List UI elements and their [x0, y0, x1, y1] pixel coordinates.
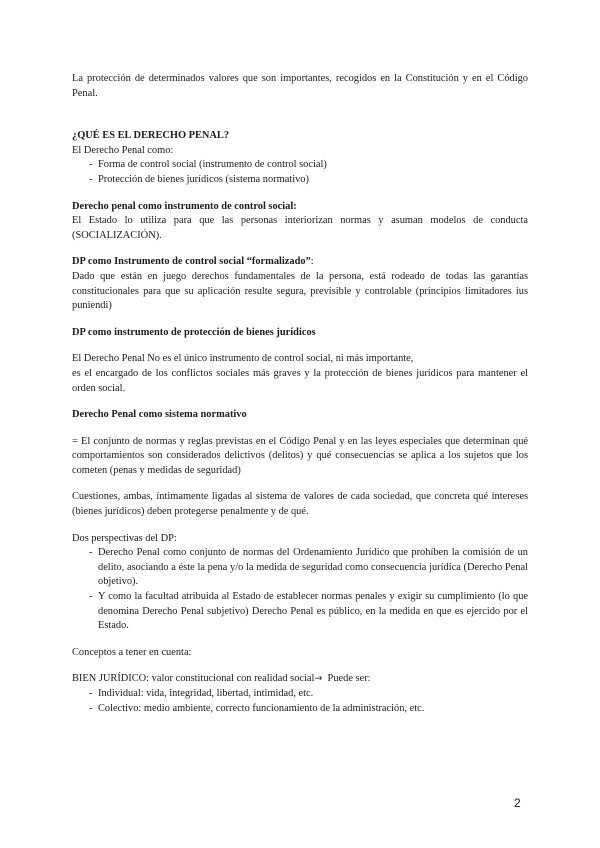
list-item: - Derecho Penal como conjunto de normas del Ordenamiento Jurídico que prohíben la comisión de un delito, asociando a éste la pena y/o la medida de seguridad como consecuencia jurídica (Derecho Penal objetivo).: [89, 547, 528, 588]
section-title-formalizado: DP como Instrumento de control social “formalizado”:: [72, 256, 314, 268]
perspectivas-list: [72, 546, 528, 634]
list-item: - Protección de bienes jurídicos (sistema normativo): [72, 173, 528, 188]
dash-bullet: -: [89, 547, 93, 559]
paragraph: El Derecho Penal No es el único instrumento de control social, ni más importante,: [72, 353, 414, 365]
dash-bullet: -: [89, 702, 93, 714]
paragraph-cuestiones: Cuestiones, ambas, íntimamente ligadas al sistema de valores de cada sociedad, que concreta qué intereses (bienes jurídicos) deben protegerse penalmente y de qué.: [72, 491, 528, 518]
section-lead: El Derecho Penal como:: [72, 144, 174, 156]
perspectivas-lead: Dos perspectivas del DP:: [72, 532, 177, 544]
paragraph: = El conjunto de normas y reglas previstas en el Código Penal y en las leyes especiales que determinan qué comportamientos son considerados delictivos (delitos) y qué consecuencias se aplica a los sujetos que los cometen (penas y medidas de seguridad): [72, 435, 528, 476]
paragraph: Dado que están en juego derechos fundamentales de la persona, está rodeado de todas las garantías constitucionales para que su aplicación resulte segura, previsible y controlable (principios limitadores ius puniendi): [72, 270, 528, 312]
bien-juridico-line: BIEN JURÍDICO: valor constitucional con realidad social→ Puede ser:: [72, 673, 371, 685]
page-number: 2: [514, 796, 521, 810]
list-item: - Y como la facultad atribuida al Estado de establecer normas penales y exigir su cumplimiento (lo que denomina Derecho Penal subjetivo) Derecho Penal es público, en la medida en que es ejercido por el Estado.: [89, 591, 528, 632]
dash-bullet: -: [89, 173, 93, 185]
intro-paragraph: La protección de determinados valores que son importantes, recogidos en la Constitución y en el Código Penal.: [72, 73, 528, 99]
paragraph: es el encargado de los conflictos sociales más graves y la protección de bienes jurídicos para mantener el orden social.: [72, 367, 528, 394]
dash-bullet: -: [89, 591, 93, 603]
paragraph: El Estado lo utiliza para que las personas interiorizan normas y asuman modelos de conducta (SOCIALIZACIÓN).: [72, 215, 528, 241]
section-title-que-es: ¿QUÉ ES EL DERECHO PENAL?: [72, 130, 230, 142]
dash-bullet: -: [89, 159, 93, 171]
list-item: - Individual: vida, integridad, libertad, intimidad, etc.: [72, 687, 528, 702]
section-title-control-social: Derecho penal como instrumento de control social:: [72, 200, 297, 212]
conceptos-lead: Conceptos a tener en cuenta:: [72, 646, 192, 658]
dash-bullet: -: [89, 688, 93, 699]
section-title-proteccion: DP como instrumento de protección de bienes jurídicos: [72, 326, 316, 338]
forms-list: [72, 158, 528, 187]
list-item: - Forma de control social (instrumento de control social): [72, 158, 528, 173]
list-item: - Colectivo: medio ambiente, correcto funcionamiento de la administración, etc.: [72, 702, 528, 717]
bien-juridico-list: [72, 687, 528, 716]
document-page: [72, 72, 528, 716]
right-arrow-icon: →: [314, 673, 323, 685]
section-title-sistema-normativo: Derecho Penal como sistema normativo: [72, 409, 247, 421]
